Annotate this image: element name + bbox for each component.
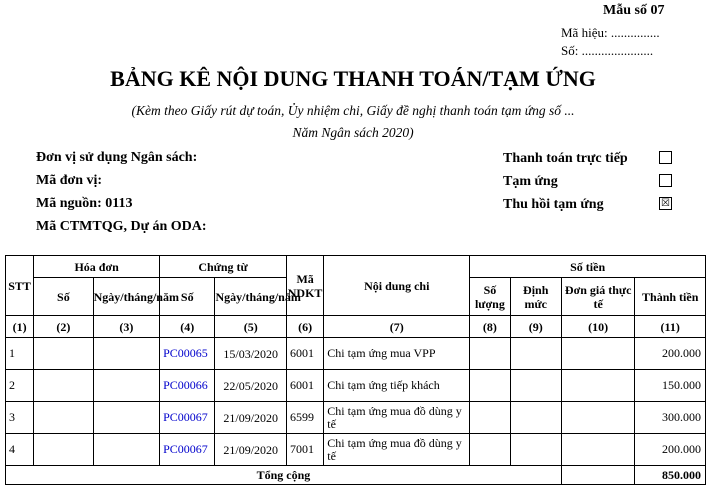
col-number: (2) (34, 316, 93, 338)
table-row (6, 370, 706, 402)
source-code-label: Mã nguồn: 0113 (36, 196, 133, 211)
cell-norm (510, 370, 561, 402)
cell-voucher-link[interactable]: PC00067 (160, 434, 215, 466)
total-row (6, 466, 706, 485)
cell-norm (510, 338, 561, 370)
cell-invoice-no (34, 402, 93, 434)
header-quantity: Số lượng (470, 278, 510, 316)
payment-table (5, 255, 706, 485)
header-voucher-no: Số (160, 278, 215, 316)
cell-amount: 200.000 (635, 338, 706, 370)
col-number: (7) (324, 316, 470, 338)
cell-norm (510, 434, 561, 466)
header-invoice-no: Số (34, 278, 93, 316)
option-direct-payment-label: Thanh toán trực tiếp (503, 151, 628, 166)
cell-voucher-date: 21/09/2020 (215, 402, 287, 434)
header-invoice-group: Hóa đơn (34, 256, 160, 278)
number-label: Số: ...................... (561, 43, 654, 58)
cell-ndkt: 6001 (286, 338, 323, 370)
cell-stt: 1 (6, 338, 34, 370)
header-norm: Định mức (510, 278, 561, 316)
unit-code-label: Mã đơn vị: (36, 173, 103, 188)
col-number: (3) (93, 316, 159, 338)
cell-invoice-date (93, 370, 159, 402)
col-number: (5) (215, 316, 287, 338)
cell-quantity (470, 402, 510, 434)
table-row (6, 338, 706, 370)
cell-voucher-link[interactable]: PC00067 (160, 402, 215, 434)
header-content: Nội dung chi (324, 256, 470, 316)
cell-quantity (470, 370, 510, 402)
header-voucher-group: Chứng từ (160, 256, 287, 278)
table-row (6, 402, 706, 434)
cell-voucher-date: 15/03/2020 (215, 338, 287, 370)
cell-invoice-date (93, 402, 159, 434)
cell-invoice-no (34, 434, 93, 466)
cell-content: Chi tạm ứng tiếp khách (324, 370, 470, 402)
col-number: (8) (470, 316, 510, 338)
cell-amount: 200.000 (635, 434, 706, 466)
page-title: BẢNG KÊ NỘI DUNG THANH TOÁN/TẠM ỨNG (110, 66, 596, 91)
option-advance-label: Tạm ứng (503, 174, 558, 189)
col-number: (6) (286, 316, 323, 338)
cell-content: Chi tạm ứng mua đồ dùng y tế (324, 434, 470, 466)
cell-voucher-link[interactable]: PC00065 (160, 338, 215, 370)
col-number: (9) (510, 316, 561, 338)
total-blank (561, 466, 635, 485)
option-recovery-checkbox[interactable]: ☒ (659, 197, 672, 210)
cell-stt: 4 (6, 434, 34, 466)
col-number: (4) (160, 316, 215, 338)
cell-amount: 150.000 (635, 370, 706, 402)
total-value: 850.000 (635, 466, 706, 485)
table-row (6, 434, 706, 466)
total-label: Tổng cộng (6, 466, 562, 485)
cell-voucher-date: 22/05/2020 (215, 370, 287, 402)
cell-voucher-link[interactable]: PC00066 (160, 370, 215, 402)
cell-stt: 3 (6, 402, 34, 434)
header-ndkt: Mã NDKT (286, 256, 323, 316)
cell-voucher-date: 21/09/2020 (215, 434, 287, 466)
header-amount-group: Số tiền (470, 256, 706, 278)
option-advance-checkbox[interactable] (659, 174, 672, 187)
cell-ndkt: 7001 (286, 434, 323, 466)
header-unit-price: Đơn giá thực tế (561, 278, 635, 316)
cell-unit-price (561, 434, 635, 466)
cell-invoice-date (93, 434, 159, 466)
cell-ndkt: 6001 (286, 370, 323, 402)
header-voucher-date: Ngày/tháng/năm (215, 278, 287, 316)
cell-unit-price (561, 338, 635, 370)
subtitle-line-1: (Kèm theo Giấy rút dự toán, Ủy nhiệm chi, Giấy đề nghị thanh toán tạm ứng số ... (131, 103, 575, 118)
cell-norm (510, 402, 561, 434)
unit-label: Đơn vị sử dụng Ngân sách: (36, 150, 198, 165)
option-recovery-label: Thu hồi tạm ứng (503, 197, 604, 212)
cell-amount: 300.000 (635, 402, 706, 434)
cell-invoice-no (34, 338, 93, 370)
cell-content: Chi tạm ứng mua đồ dùng y tế (324, 402, 470, 434)
col-number: (11) (635, 316, 706, 338)
header-total: Thành tiền (635, 278, 706, 316)
col-number: (1) (6, 316, 34, 338)
cell-invoice-no (34, 370, 93, 402)
program-label: Mã CTMTQG, Dự án ODA: (36, 219, 207, 234)
cell-quantity (470, 434, 510, 466)
form-number: Mẫu số 07 (603, 3, 665, 18)
header-invoice-date: Ngày/tháng/năm (93, 278, 159, 316)
cell-stt: 2 (6, 370, 34, 402)
cell-ndkt: 6599 (286, 402, 323, 434)
cell-unit-price (561, 370, 635, 402)
subtitle-line-2: Năm Ngân sách 2020) (292, 125, 414, 140)
header-stt: STT (6, 256, 34, 316)
cell-quantity (470, 338, 510, 370)
cell-unit-price (561, 402, 635, 434)
code-label: Mã hiệu: ............... (561, 25, 660, 40)
cell-invoice-date (93, 338, 159, 370)
cell-content: Chi tạm ứng mua VPP (324, 338, 470, 370)
col-number: (10) (561, 316, 635, 338)
option-direct-payment-checkbox[interactable] (659, 151, 672, 164)
